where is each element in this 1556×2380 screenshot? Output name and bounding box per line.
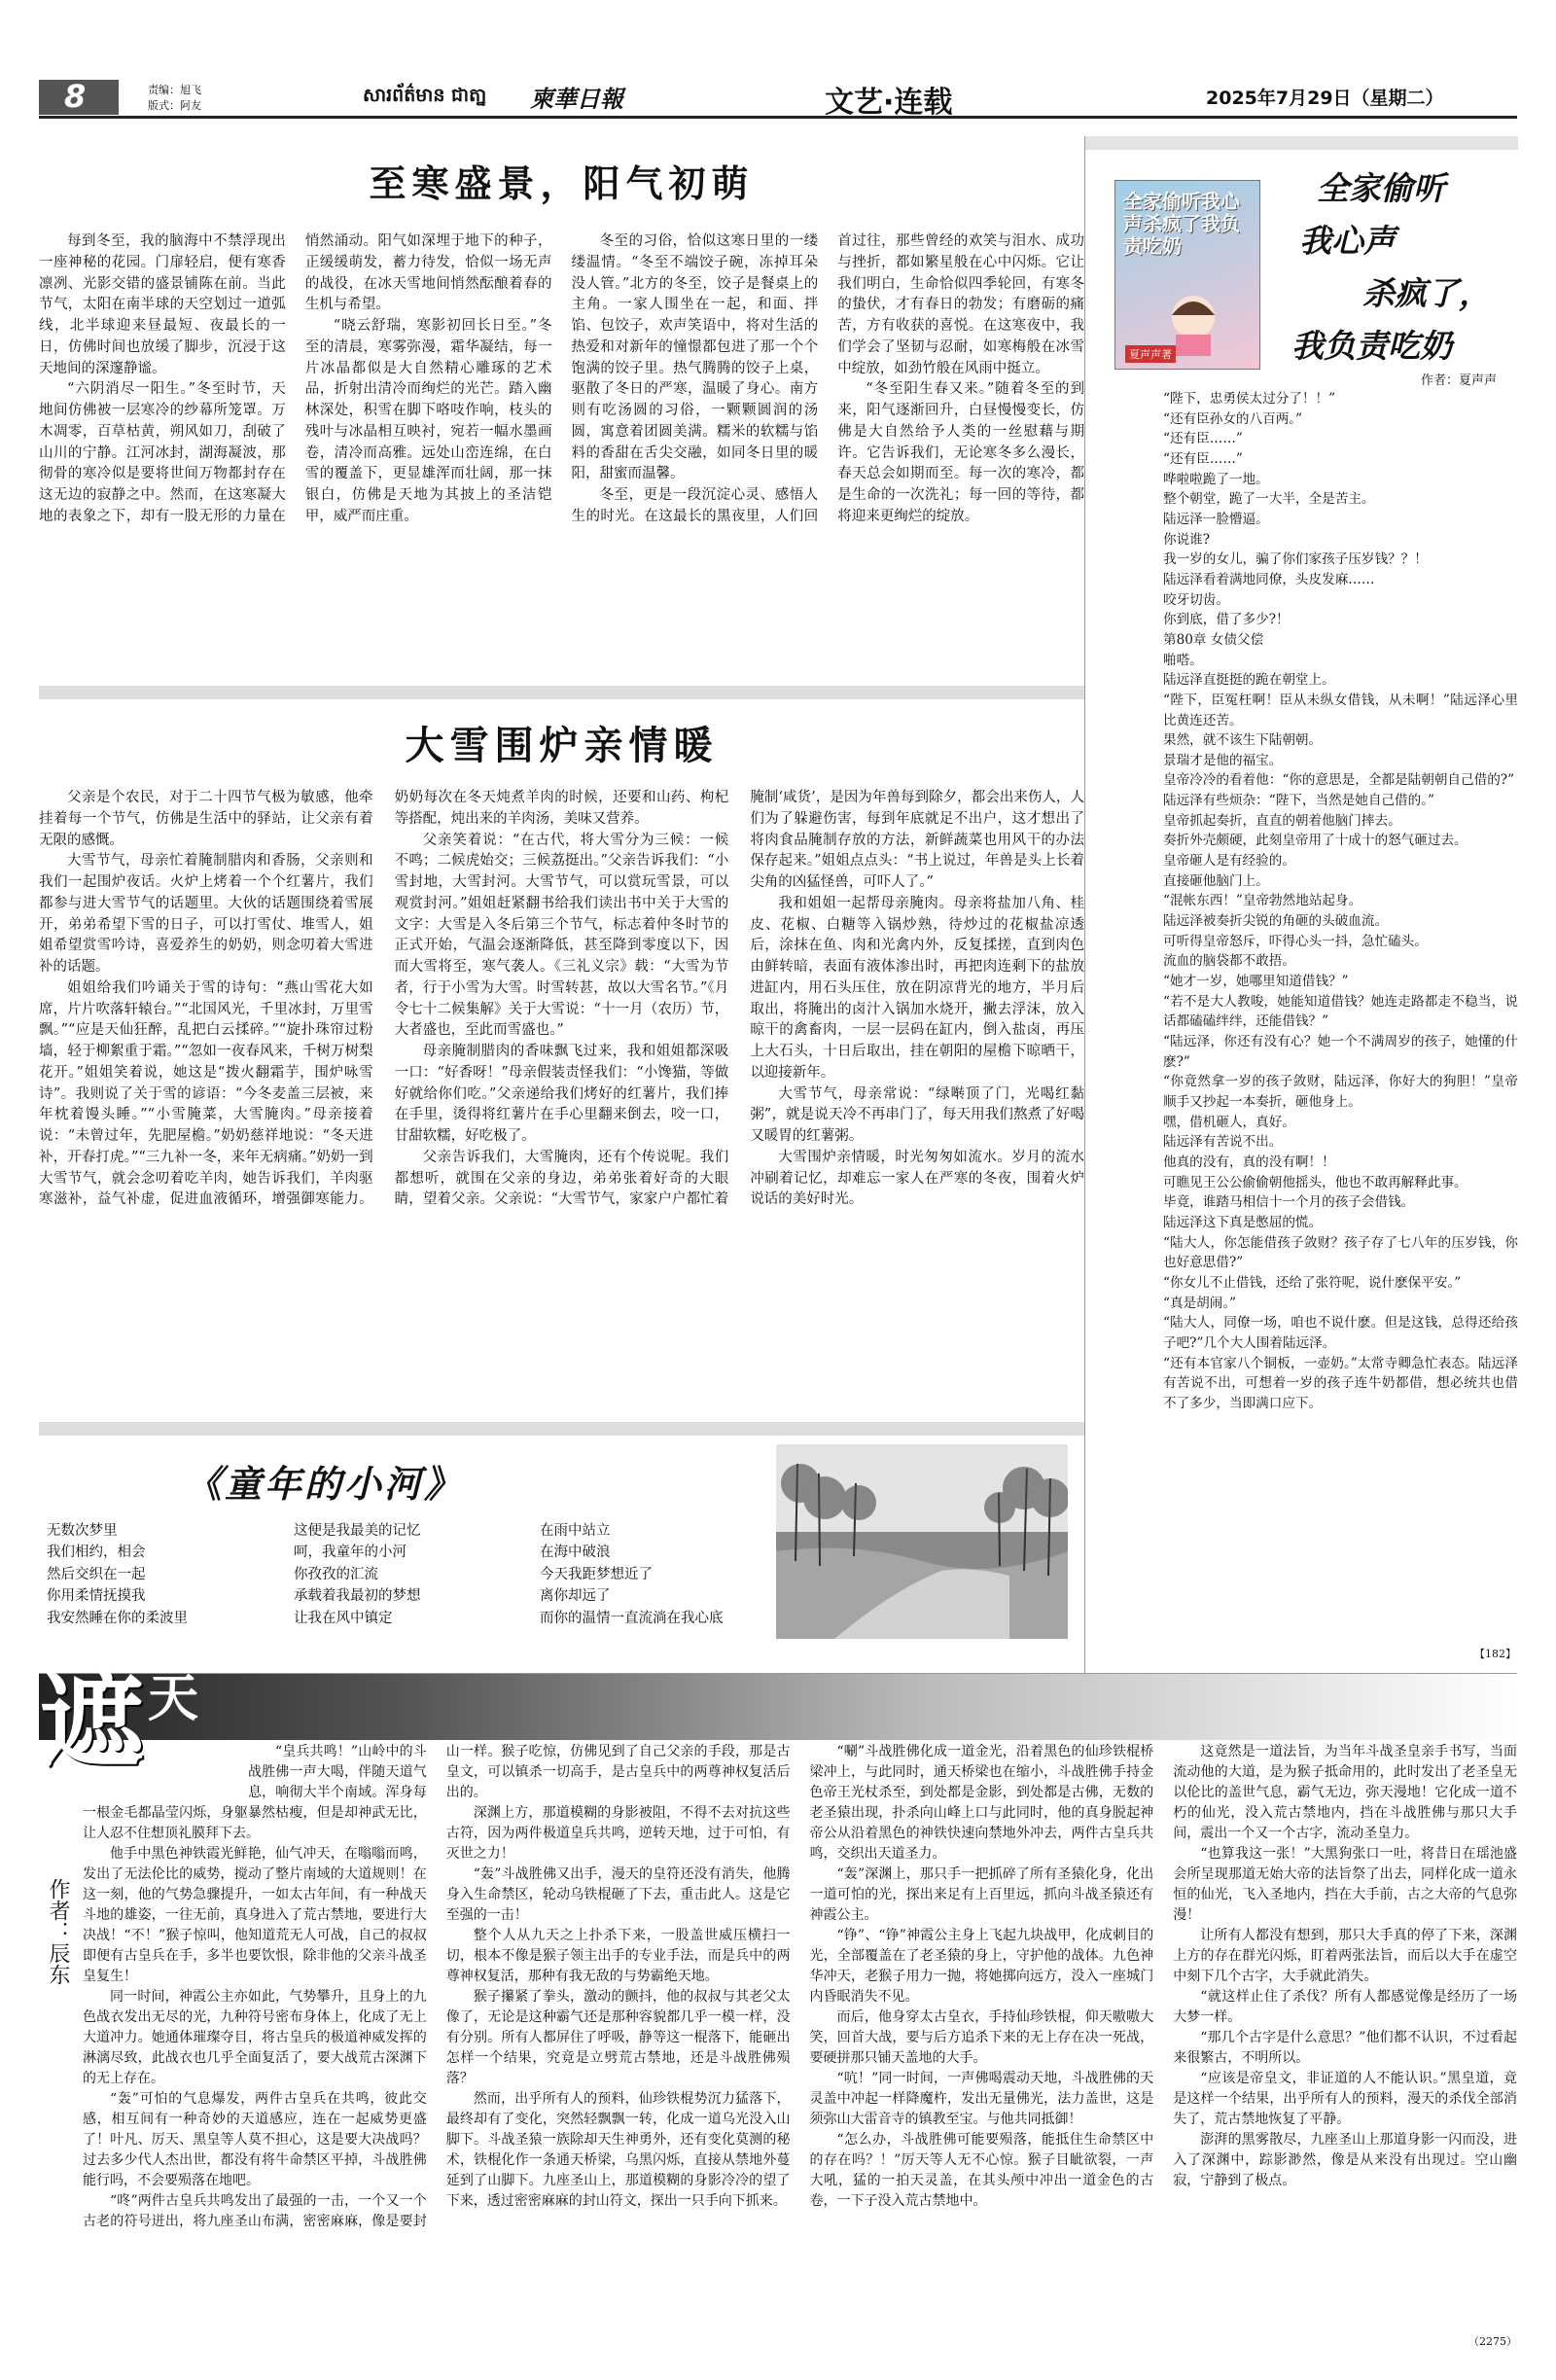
- serial-title-line: 我负责吃奶: [1291, 327, 1452, 365]
- paragraph: 让所有人都没有想到，那只大手真的停了下来，深渊上方的存在群光闪烁，盯着两张法旨，而后以大手在虚空中刻下几个古字，大手就此消失。: [1173, 1928, 1517, 1984]
- paragraph: 父亲是个农民，对于二十四节气极为敏感，他牵挂着每一个节气，仿佛是生活中的驿站，让父亲有着无限的感慨。: [39, 790, 373, 848]
- paragraph: “铮”、“铮”神霞公主身上飞起九块战甲，化成刺目的光，全部覆盖在了老圣猿的身上，守护他的战体。九色神华冲天，老猴子用力一抛，将她掷向远方，没入一座城门内昏眠消失不见。: [809, 1928, 1154, 2005]
- section-title: 文艺·连载: [825, 86, 953, 120]
- page-number: 8: [64, 78, 87, 115]
- poem-line: 承载着我最初的梦想: [294, 1588, 421, 1605]
- novel-title-small-char: 天: [148, 1669, 199, 1728]
- paragraph: “轰”斗战胜佛又出手，漫天的皇符还没有消失，他腾身入生命禁区，轮动乌铁棍砸了下去，重击此人。这是它至强的一击！: [445, 1866, 791, 1923]
- serial-line: 你到底，借了多少?！: [1163, 612, 1290, 628]
- paragraph: “那几个古字是什么意思？”他们都不认识，不过看起来很繁古，不明所以。: [1173, 2030, 1517, 2066]
- article-title: 大雪围炉亲情暖: [405, 723, 719, 768]
- paragraph: 这竟然是一道法旨，为当年斗战圣皇亲手书写，当面流动他的大道，是为猴子抵命用的，此时发出了老圣皇无以伦比的盖世气息，霸气无边，弥天漫地！它化成一道不朽的仙光，没入荒古禁地内，挡在斗战胜佛与那只大手间，震出一个又一个古字，流动圣皇力。: [1173, 1744, 1517, 1841]
- serial-line: 啪嗒。: [1163, 652, 1203, 668]
- poem-line: 你孜孜的汇流: [294, 1566, 378, 1582]
- serial-line: 直接砸他脑门上。: [1163, 872, 1269, 889]
- paragraph: 大雪围炉亲情暖，时光匆匆如流水。岁月的流水冲刷着记忆，却难忘一家人在严寒的冬夜，围着火炉说话的美好时光。: [750, 1149, 1084, 1208]
- serial-line: “陆远泽，你还有没有心？她一个不满周岁的孩子，她懂的什麽?”: [1163, 1034, 1518, 1070]
- paragraph: 猴子攥紧了拳头，激动的颤抖，他的叔叔与其老父太像了，无论是这种霸气还是那种容貌都几乎一模一样，没有分别。所有人都屏住了呼吸，静等这一棍落下，能砸出怎样一个结果，究竟是立劈荒古禁地，还是斗战胜佛殒落？: [445, 1989, 791, 2086]
- poem-column: [47, 1520, 290, 1629]
- paragraph: 深渊上方，那道模糊的身影被阻，不得不去对抗这些古符，因为两件极道皇兵共鸣，逆转天地，过于可怕，有灭世之力！: [445, 1805, 791, 1862]
- serial-author: 作者：夏声声: [1421, 373, 1498, 388]
- paragraph: “唰”斗战胜佛化成一道金光，沿着黑色的仙珍铁棍桥梁冲上，与此同时，通天桥梁也在缩小，斗战胜佛手持金色帝王光杖杀至，到处都是金影，到处都是古佛，无数的老圣猿出现，扑杀向山峰上口与此同时，他的真身脱起神帝公从沿着黑色的神铁快速向禁地外冲去，两件古皇兵共鸣，交织出天道圣力。: [809, 1744, 1154, 1862]
- serial-line: 陆远泽被奏折尖锐的角砸的头破血流。: [1163, 913, 1389, 930]
- article-heavy-snow: [39, 705, 1084, 1425]
- novel-intro-spacer: [83, 1742, 248, 1800]
- poem-line: 你用柔情抚摸我: [47, 1588, 146, 1605]
- serial-line: 你说谁?: [1163, 531, 1211, 548]
- serial-header-bar: [1085, 136, 1518, 150]
- serial-line: 嘿，借机砸人，真好。: [1163, 1114, 1295, 1130]
- serial-line: 奏折外壳颇硬，此刻皇帝用了十成十的怒气砸过去。: [1163, 833, 1468, 849]
- paragraph: 姐姐给我们吟诵关于雪的诗句：“燕山雪花大如席，片片吹落轩辕台。”“北国风光，千里冰封，万里雪飘。”“应是天仙狂醉，乱把白云揉碎。”“旋扑珠帘过粉墙，轻于柳絮重于霜。”“忽如一夜春风来，千树万树梨花开。”姐姐笑着说，她这是“拨火翻霜芋，围炉咏雪诗”。我则说了关于雪的谚语：“今冬麦盖三层被，来年枕着馒头睡。”“小雪腌菜，大雪腌肉。”母亲接着说：“未曾过年，先肥屋檐。”奶奶慈祥地说：“冬天进补，开春打虎。”“三九补一冬，来年无病痛。”奶奶一到大雪节气，就会念叨着吃羊肉，她告诉我们，羊肉驱寒滋补，益气补虚，促进血液循环，增强御寒能力。奶奶每次在冬天炖煮羊肉的时候，还要和山药、枸杞等搭配，炖出来的羊肉汤，美味又营养。: [39, 790, 729, 1208]
- paragraph: 我和姐姐一起帮母亲腌肉。母亲将盐加八角、桂皮、花椒、白糖等入锅炒熟，待炒过的花椒盐凉透后，涂抹在鱼、肉和光禽内外，反复揉搓，直到肉色由鲜转暗，表面有液体渗出时，再把肉连剩下的盐放进缸内，用石头压住，放在阴凉背光的地方，半月后取出，将腌出的卤汁入锅加水烧开，撇去浮沫，放入晾干的禽畜肉，一层一层码在缸内，倒入盐卤，再压上大石头，十日后取出，挂在朝阳的屋檐下晾晒干，以迎接新年。: [750, 895, 1084, 1081]
- novel-header-band: [39, 1669, 1517, 1740]
- poem-line: 这便是我最美的记忆: [294, 1523, 421, 1539]
- paragraph: “怎么办，斗战胜佛可能要殒落，能抵住生命禁区中的存在吗？！”厉天等人无不心惊。猴子目眦欲裂，一声大吼，猛的一拍天灵盖，在其头颅中冲出一道金色的古卷，一下子没入荒古禁地中。: [809, 2132, 1154, 2209]
- issue-date: 2025年7月29日（星期二）: [1206, 88, 1444, 109]
- book-cover: [1114, 180, 1260, 370]
- serial-line: 哗啦啦跪了一地。: [1163, 471, 1269, 487]
- serial-line: 皇帝砸人是有经验的。: [1163, 853, 1295, 870]
- serial-line: 咬牙切齿。: [1163, 591, 1229, 608]
- khmer-masthead: សារព័ត៌មាន ជាតា្ន: [363, 85, 487, 106]
- serial-line: 流血的脑袋都不敢捂。: [1163, 953, 1295, 970]
- serial-line: 毕竟，谁踏马相信十一个月的孩子会借钱。: [1163, 1194, 1415, 1211]
- serial-line: 皇帝抓起奏折，直直的朝着他脑门摔去。: [1163, 812, 1401, 829]
- serial-line: 皇帝冷冷的看着他：“你的意思是，全都是陆朝朝自己借的?”: [1163, 772, 1515, 789]
- serial-line: 陆远泽看着满地同僚，头皮发麻……: [1163, 571, 1375, 587]
- paragraph: 大雪节气，母亲忙着腌制腊肉和香肠，父亲则和我们一起围炉夜话。火炉上烤着一个个红薯片，我们都参与进大雪节气的话题里。大伙的话题围绕着雪展开，弟弟希望下雪的日子，可以打雪仗、堆雪人，姐姐希望赏雪吟诗，喜爱养生的奶奶，则念叨着大雪进补的话题。: [39, 853, 373, 975]
- poem-line: 在海中破浪: [540, 1545, 611, 1561]
- poem-line: 呵，我童年的小河: [294, 1545, 407, 1561]
- serial-line: “你女儿不止借钱，还给了张符呢，说什麽保平安。”: [1163, 1274, 1462, 1291]
- paragraph: “吭！”同一时间，一声佛喝震动天地，斗战胜佛的天灵盖中冲起一样降魔杵，发出无量佛光，法力盖世，这是须弥山大雷音寺的镇教至宝。与他共同抵御！: [809, 2071, 1154, 2127]
- poem-line: 离你却远了: [540, 1588, 611, 1605]
- article-winter-solstice: [39, 136, 1084, 681]
- paragraph: “皇兵共鸣！”山岭中的斗战胜佛一声大喝，伴随天道气息，响彻大半个南域。浑身每一根金毛都晶莹闪烁，身躯暴然枯瘦，但是却神武无比，让人忍不住想顶礼膜拜下去。: [83, 1744, 427, 1841]
- serial-line: “混帐东西！”皇帝勃然地站起身。: [1163, 893, 1362, 909]
- paragraph: 大雪节气，母亲常说：“绿啭顶了门，光喝红黏粥”，就是说天冷不再串门了，每天用我们熬煮了好喝又暖胃的红薯粥。: [750, 1085, 1084, 1144]
- paragraph: 冬至，更是一段沉淀心灵、感悟人生的时光。在这最长的黑夜里，人们回首过往，那些曾经的欢笑与泪水、成功与挫折，都如繁星般在心中闪烁。它让我们明白，生命恰似四季轮回，有寒冬的蛰伏，才有春日的勃发；有磨砺的痛苦，方有收获的喜悦。在这寒夜中，我们学会了坚韧与忍耐，如寒梅般在冰雪中绽放，如劲竹般在风雨中挺立。: [571, 233, 1084, 524]
- serial-line: 陆远泽有些烦杂：“陛下，当然是她自己借的。”: [1163, 793, 1434, 809]
- serial-body: [1163, 389, 1518, 1413]
- paragraph: “应该是帝皇文，非证道的人不能认识。”黑皇道，竟是这样一个结果，出乎所有人的预料，漫天的杀伐全部消失了，荒古禁地恢复了平静。: [1173, 2071, 1517, 2127]
- serial-line: 第80章 女债父偿: [1163, 631, 1264, 648]
- paragraph: “晓云舒瑞，寒影初回长日至。”冬至的清晨，寒雾弥漫，霜华凝结，每一片冰晶都似是大自然精心雕琢的艺术品，折射出清冷而绚烂的光芒。踏入幽林深处，积雪在脚下咯吱作响，枝头的残叶与冰晶相互映衬，宛若一幅水墨画卷，清冷而高雅。远处山峦连绵，在白雪的覆盖下，更显雄浑而壮阔，那一抹银白，仿佛是天地为其披上的圣洁铠甲，威严而庄重。: [304, 318, 552, 524]
- page-header: [39, 78, 1517, 119]
- paragraph: 整个人从九天之上扑杀下来，一股盖世威压横扫一切，根本不像是猴子领主出手的专业手法，而是兵中的两尊神权复活，那种有我无敌的与势霸绝天地。: [445, 1928, 791, 1984]
- layout-credit: 版式：阿友: [148, 99, 201, 112]
- paragraph: “咚”两件古皇兵共鸣发出了最强的一击，一个又一个古老的符号迸出，将九座圣山布满，密密麻麻，像是要封山一样。猴子吃惊，仿佛见到了自己父亲的手段，那是古皇文，可以镇杀一切高手，是古皇兵中的两尊神权复活后出的。: [83, 1744, 791, 2229]
- serial-title-line: 我心声: [1299, 222, 1396, 260]
- poem-line: 无数次梦里: [47, 1523, 118, 1539]
- article-title: 至寒盛景，阳气初萌: [369, 161, 755, 205]
- serial-line: 陆远泽一脸懵逼。: [1163, 511, 1269, 527]
- poem-column: [294, 1520, 537, 1629]
- paragraph: “轰”深渊上，那只手一把抓碎了所有圣猿化身，化出一道可怕的光，探出来足有上百里远，抓向斗战圣猿还有神霞公主。: [809, 1866, 1154, 1923]
- serial-title-line: 杀疯了，: [1362, 274, 1491, 312]
- paragraph: 而后，他身穿太古皇衣，手持仙珍铁棍，仰天嗷嗷大笑，回首大战，要与后方追杀下来的无上存在决一死战，要硬拼那只铺天盖地的大手。: [809, 2009, 1154, 2066]
- serial-line: 我一岁的女儿，骗了你们家孩子压岁钱？？！: [1163, 551, 1428, 568]
- article-body: [39, 231, 1084, 669]
- cover-author: 夏声声著: [1125, 345, 1176, 363]
- serial-line: 果然，就不该生下陆朝朝。: [1163, 732, 1323, 749]
- poem-line: 而你的温情一直流淌在我心底: [540, 1610, 724, 1626]
- paragraph: 冬至的习俗，恰似这寒日里的一缕缕温情。“冬至不端饺子碗，冻掉耳朵没人管。”北方的冬至，饺子是餐桌上的主角。一家人围坐在一起，和面、拌馅、包饺子，欢声笑语中，将对生活的热爱和对新年的憧憬都包进了那一个个饱满的饺子里。热气腾腾的饺子上桌，驱散了冬日的严寒，温暖了身心。南方则有吃汤圆的习俗，一颗颗圆润的汤圆，寓意着团圆美满。糯米的软糯与馅料的香甜在舌尖交融，如同冬日里的暖阳，甜蜜而温馨。: [571, 233, 819, 482]
- novel-chapter-number: （2275）: [1468, 2335, 1517, 2348]
- serial-line: “若不是大人教唆，她能知道借钱？她连走路都走不稳当，说话都磕磕绊绊，还能借钱？”: [1163, 993, 1518, 1030]
- poem-line: 我安然睡在你的柔波里: [47, 1610, 188, 1626]
- serial-line: 陆远泽直挺挺的跪在朝堂上。: [1163, 672, 1335, 689]
- paragraph: 父亲告诉我们，大雪腌肉，还有个传说呢。我们都想听，就围在父亲的身边，弟弟张着好奇的大眼睛，望着父亲。父亲说：“大雪节气，家家户户都忙着腌制‘咸货’，是因为年兽每到除夕，都会出来伤人，人们为了躲避伤害，每到年底就足不出户，这才想出了将肉食品腌制存放的方法，新鲜蔬菜也用风干的办法保存起来。”姐姐点点头：“书上说过，年兽是头上长着尖角的凶猛怪兽，可吓人了。”: [394, 790, 1084, 1208]
- serial-section: [1084, 136, 1517, 1673]
- poem-line: 在雨中站立: [540, 1523, 611, 1539]
- paragraph: 他手中黑色神铁霞光鲜艳，仙气冲天，在嗡嗡而鸣，发出了无法伦比的威势，搅动了整片南域的大道规则！在这一刻，他的气势急骤提升，一如太古年间，有一种战天斗地的雄姿，一往无前，真身进入了荒古禁地，要进行大决战！“不！”猴子惊叫，他知道荒无人可战，自己的叔叔即便有古皇兵在手，多半也要饮恨，除非他的父亲斗战圣皇复生！: [83, 1846, 427, 1984]
- article-body: [39, 788, 1084, 1410]
- poem-line: 我们相约，相会: [47, 1545, 146, 1561]
- serial-line: 景瑞才是他的福宝。: [1163, 752, 1283, 768]
- paragraph: “也算我这一张！”大黑狗张口一吐，将昔日在瑶池盛会所呈现那道无始大帝的法旨祭了出去，同样化成一道永恒的仙光，飞入圣地内，挡在大手前，古之大帝的气息弥漫！: [1173, 1846, 1517, 1923]
- novel-body: [83, 1742, 1517, 2326]
- poem-title: 《童年的小河》: [185, 1462, 465, 1506]
- newspaper-masthead: 柬華日報: [530, 85, 623, 113]
- editor-credit: 责编：旭飞: [148, 84, 201, 96]
- serial-line: “陆大人，你怎能借孩子敛财？孩子存了七八年的压岁钱，你也好意思借?”: [1163, 1234, 1518, 1271]
- novel-title-big-char: 遮: [39, 1659, 145, 1782]
- novel-section: [39, 1659, 1517, 2354]
- poem-line: 让我在风中镇定: [294, 1610, 393, 1626]
- serial-line: 他真的没有，真的没有啊！！: [1163, 1154, 1335, 1170]
- paragraph: 每到冬至，我的脑海中不禁浮现出一座神秘的花园。门扉轻启，便有寒香凛冽、光影交错的盛景铺陈在前。当此节气，太阳在南半球的天空划过一道弧线，北半球迎来昼最短、夜最长的一日，仿佛时间也放缓了脚步，沉浸于这天地间的深邃静谧。: [39, 233, 286, 376]
- serial-line: 整个朝堂，跪了一大半，全是苦主。: [1163, 491, 1375, 508]
- serial-line: 陆远泽这下真是憋屈的慌。: [1163, 1214, 1323, 1230]
- paragraph: “六阴消尽一阳生。”冬至时节，天地间仿佛被一层寒冷的纱幕所笼罩。万木凋零，百草枯黄，朔风如刀，刮破了山川的宁静。江河冰封，湖海凝波，那彻骨的寒冷似是要将世间万物都封存在这无边的寂静之中。然而，在这寒凝大地的表象之下，却有一股无形的力量在悄然涌动。阳气如深埋于地下的种子，正缓缓萌发，蓄力待发，恰似一场无声的战役，在冰天雪地间悄然酝酿着春的生机与希望。: [39, 233, 552, 524]
- paragraph: “轰”可怕的气息爆发，两件古皇兵在共鸣，彼此交感，相互间有一种奇妙的天道感应，连在一起威势更盛了！叶凡、厉天、黑皇等人莫不担心，这是要大决战吗？过去多少代人杰出世，都没有将牛命禁区平掉，斗战胜佛能行吗，不会要殒落在地吧。: [83, 2091, 427, 2188]
- serial-line: “你竟然拿一岁的孩子敛财，陆远泽，你好大的狗胆！”皇帝顺手又抄起一本奏折，砸他身上。: [1163, 1074, 1518, 1110]
- serial-line: “还有臣……”: [1163, 431, 1243, 447]
- divider-bar: [39, 686, 1084, 699]
- paragraph: “就这样止住了杀伐？所有人都感觉像是经历了一场大梦一样。: [1173, 1989, 1517, 2025]
- serial-line: “陆大人，同僚一场，咱也不说什麽。但是这钱，总得还给孩子吧?”几个大人围着陆远泽。: [1163, 1315, 1518, 1351]
- serial-line: “陛下，臣冤枉啊！臣从未纵女借钱，从未啊！”陆远泽心里比黄连还苦。: [1163, 692, 1518, 728]
- serial-line: 可瞧见王公公偷偷朝他摇头，他也不敢再解释此事。: [1163, 1174, 1468, 1190]
- serial-line: “真是胡闹。”: [1163, 1295, 1237, 1311]
- poem-line: 今天我距梦想近了: [540, 1566, 653, 1582]
- paragraph: 然而，出乎所有人的预料，仙珍铁棍势沉力猛落下，最终却有了变化，突然轻飘飘一转，化成一道乌光没入山脚下。斗战圣猿一族除却天生神勇外，还有变化莫测的秘术，铁棍化作一条通天桥梁，乌黑闪烁，直接从禁地外蔓延到了山脚下。九座圣山上，那道模糊的身影冷冷的望了下来，透过密密麻麻的封山符文，探出一只手向下抓来。: [445, 2091, 791, 2209]
- paragraph: “冬至阳生春又来。”随着冬至的到来，阳气逐渐回升，白昼慢慢变长，仿佛是大自然给予人类的一丝慰藉与期许。它告诉我们，无论寒冬多么漫长，春天总会如期而至。每一次的寒冷，都是生命的一次洗礼；每一回的等待，都将迎来更绚烂的绽放。: [837, 381, 1084, 524]
- serial-line: “还有本官家八个铜板，一壶奶。”太常寺卿急忙表态。陆远泽有苦说不出，可想着一岁的孩子连牛奶都借，想必统共也借不了多少，当即满口应下。: [1163, 1355, 1518, 1411]
- river-photo: [776, 1444, 1068, 1639]
- poem-line: 然后交织在一起: [47, 1566, 146, 1582]
- poem-column: [540, 1520, 807, 1629]
- paragraph: 同一时间，神霞公主亦如此，气势攀升，且身上的九色战衣发出无尽的光，九种符号密布身体上，化成了无上大道冲力。她通体璀璨夺目，将古皇兵的极道神威发挥的淋漓尽致，此战衣也几乎全面复活了，要大战荒古深渊下的无上存在。: [83, 1989, 427, 2086]
- serial-title-line: 全家偷听: [1317, 169, 1445, 207]
- serial-chapter-number: 【182】: [1474, 1648, 1516, 1660]
- serial-line: 可听得皇帝怒斥，吓得心头一抖，急忙磕头。: [1163, 933, 1428, 949]
- novel-author: 作者：辰东: [46, 1878, 70, 1985]
- poem-section: [39, 1444, 1084, 1639]
- serial-line: “陛下，忠勇侯太过分了！！”: [1163, 391, 1336, 407]
- paragraph: 父亲笑着说：“在古代，将大雪分为三候：一候 不鸣；二候虎始交；三候荔挺出。”父亲告诉我们：“小雪封地，大雪封河。大雪节气，可以赏玩雪景，可以观赏封河。”姐姐赶紧翻书给我们读出书中关于大雪的文字：大雪是入冬后第三个节气，标志着仲冬时节的正式开始，气温会逐渐降低，甚至降到零度以下，因而大雪将至，寒气袭人。《三礼义宗》载：“大雪为节者，行于小雪为大雪。时雪转甚，故以大雪名节。”《月令七十二候集解》关于大雪说：“十一月（农历）节，大者盛也，至此而雪盛也。”: [394, 832, 729, 1039]
- serial-line: “她才一岁，她哪里知道借钱？”: [1163, 974, 1349, 990]
- serial-line: “还有臣……”: [1163, 450, 1243, 467]
- paragraph: 澎湃的黑雾散尽，九座圣山上那道身影一闪而没，进入了深渊中，踪影渺然，像是从来没有出现过。空山幽寂，宁静到了极点。: [1173, 2132, 1517, 2188]
- paragraph: 母亲腌制腊肉的香味飘飞过来，我和姐姐都深吸一口：“好香呀！”母亲假装责怪我们：“小馋猫，等做好就给你们吃。”父亲递给我们烤好的红薯片，我们捧在手里，烫得将红薯片在手心里翻来倒去，咬一口，甘甜软糯，好吃极了。: [394, 1044, 729, 1144]
- cover-title: 全家偷听我心声杀疯了我负责吃奶: [1123, 190, 1240, 258]
- divider-bar: [39, 1422, 1084, 1436]
- serial-line: “还有臣孙女的八百两。”: [1163, 410, 1303, 427]
- serial-line: 陆远泽有苦说不出。: [1163, 1134, 1283, 1151]
